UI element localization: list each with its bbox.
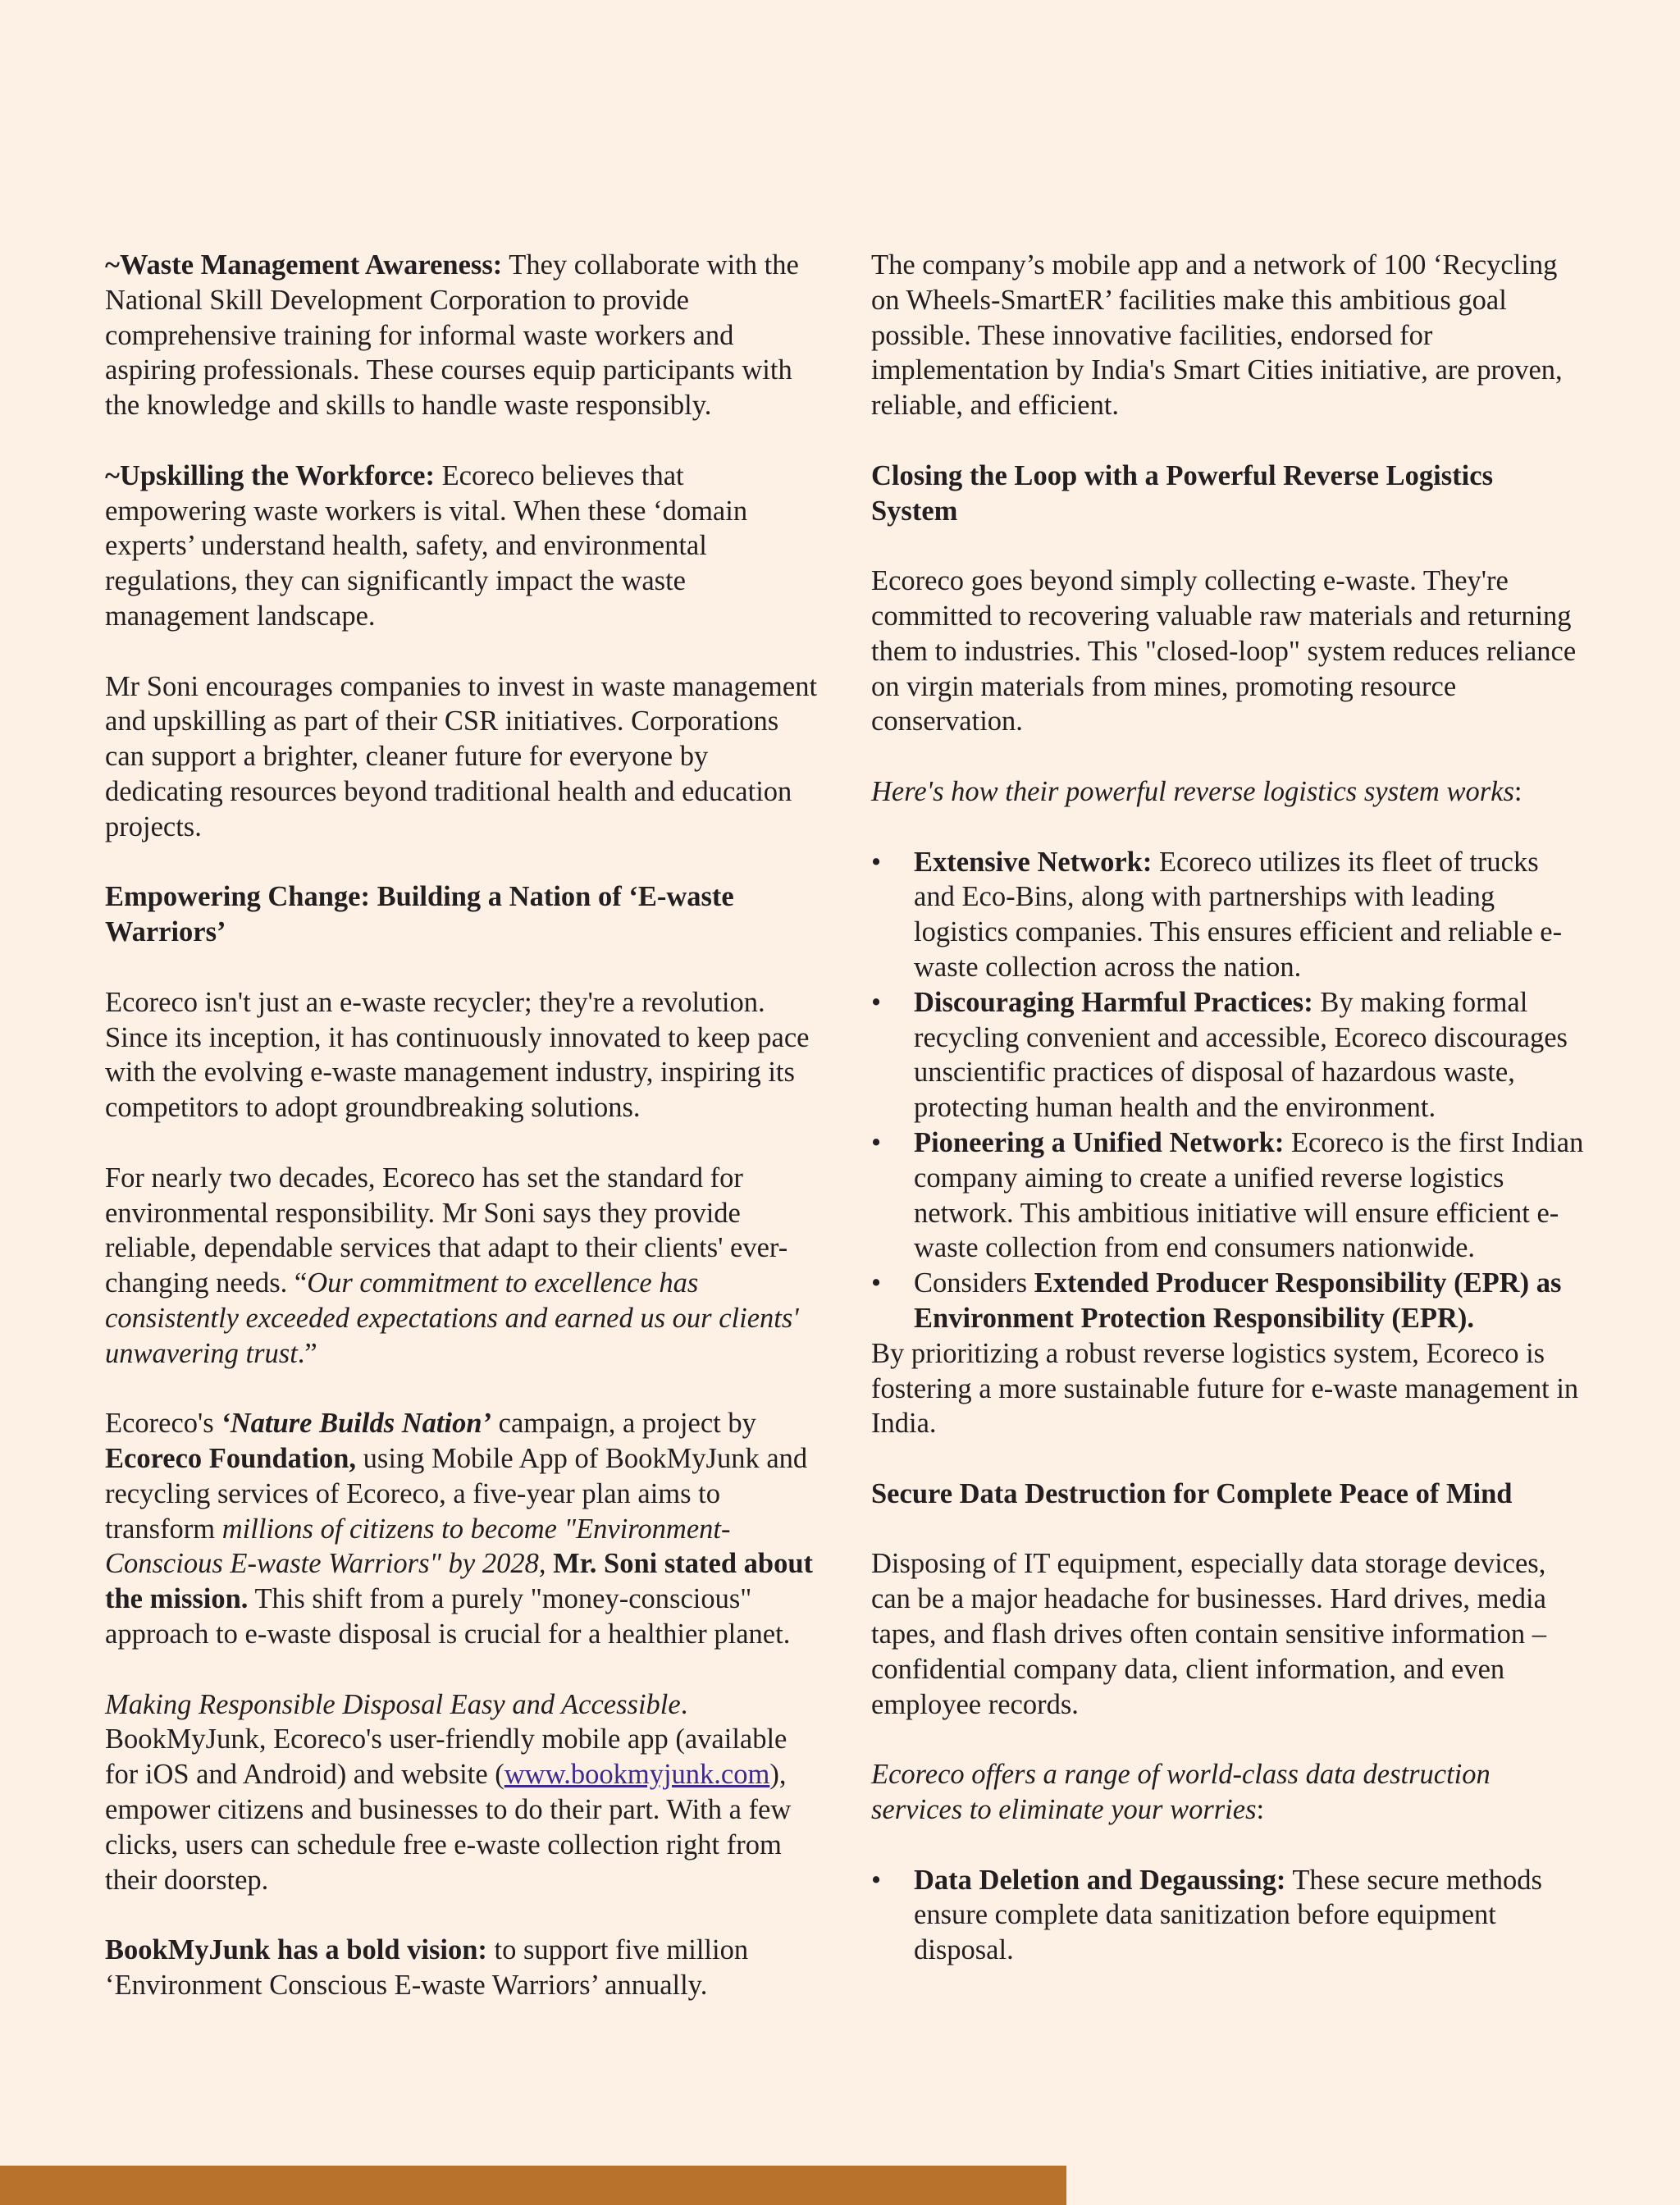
footer-accent-bar [0, 2166, 1066, 2205]
data-destruction-list [871, 1863, 1585, 1968]
paragraph-waste-awareness: ~Waste Management Awareness: They collaborate with the National Skill Development Corporation to provide comprehensive training for informal waste workers and aspiring professionals. These courses equip participants with the knowledge and skills to handle waste responsibly. [105, 249, 799, 422]
list-item: • Data Deletion and Degaussing: These secure methods ensure complete data sanitization before equipment disposal. [871, 1863, 1585, 1968]
paragraph-csr: Mr Soni encourages companies to invest in waste management and upskilling as part of their CSR initiatives. Corporations can support a brighter, cleaner future for everyone by dedicating resources beyond traditional health and education projects. [105, 670, 818, 842]
paragraph-mobile-app-network: The company’s mobile app and a network of 100 ‘Recycling on Wheels-SmartER’ facilities make this ambitious goal possible. These innovative facilities, endorsed for implementation by India's Smart Cities initiative, are proven, reliable, and efficient. [871, 249, 1563, 422]
list-item: • Extensive Network: Ecoreco utilizes its fleet of trucks and Eco-Bins, along with partnerships with leading logistics companies. This ensures efficient and reliable e-waste collection across the nation. [871, 845, 1585, 985]
left-column [105, 248, 819, 2003]
list-item: • Considers Extended Producer Responsibility (EPR) as Environment Protection Responsibility (EPR). [871, 1266, 1585, 1336]
paragraph-easy-disposal-title: Making Responsible Disposal Easy and Accessible. [105, 1688, 688, 1720]
heading-empowering-change: Empowering Change: Building a Nation of ‘E-waste Warriors’ [105, 881, 734, 948]
paragraph-bookmyjunk-app: BookMyJunk, Ecoreco's user-friendly mobile app (available for iOS and Android) and website (www.bookmyjunk.com), empower citizens and businesses to do their part. With a few clicks, users can schedule free e-waste collection right from their doorstep. [105, 1723, 792, 1896]
paragraph-sustainable-future: By prioritizing a robust reverse logistics system, Ecoreco is fostering a more sustainable future for e-waste management in India. [871, 1337, 1579, 1440]
paragraph-revolution: Ecoreco isn't just an e-waste recycler; they're a revolution. Since its inception, it has continuously innovated to keep pace with the evolving e-waste management industry, inspiring its competitors to adopt groundbreaking solutions. [105, 986, 810, 1124]
paragraph-nature-builds-nation: Ecoreco's ‘Nature Builds Nation’ campaign, a project by Ecoreco Foundation, using Mobile App of BookMyJunk and recycling services of Ecoreco, a five-year plan aims to transform millions of citizens to become "Environment-Conscious E-waste Warriors" by 2028, Mr. Soni stated about the mission. This shift from a purely "money-conscious" approach to e-waste disposal is crucial for a healthier planet. [105, 1408, 814, 1650]
list-item: • Discouraging Harmful Practices: By making formal recycling convenient and accessible, Ecoreco discourages unscientific practices of disposal of hazardous waste, protecting human health and the environment. [871, 985, 1585, 1125]
heading-secure-data-destruction: Secure Data Destruction for Complete Peace of Mind [871, 1477, 1513, 1509]
paragraph-closed-loop: Ecoreco goes beyond simply collecting e-waste. They're committed to recovering valuable raw materials and returning them to industries. This "closed-loop" system reduces reliance on virgin materials from mines, promoting resource conservation. [871, 565, 1577, 737]
paragraph-how-it-works: Here's how their powerful reverse logistics system works: [871, 775, 1522, 807]
reverse-logistics-list [871, 845, 1585, 1336]
bookmyjunk-link[interactable]: www.bookmyjunk.com [504, 1759, 770, 1791]
paragraph-two-decades: For nearly two decades, Ecoreco has set the standard for environmental responsibility. Mr Soni says they provide reliable, dependable services that adapt to their clients' ever-changing needs. “Our commitment to excellence has consistently exceeded expectations and earned us our clients' unwavering trust.” [105, 1162, 799, 1369]
paragraph-bold-vision: BookMyJunk has a bold vision: to support five million ‘Environment Conscious E-waste Warriors’ annually. [105, 1934, 749, 2002]
right-column [871, 248, 1585, 1968]
list-item: • Pioneering a Unified Network: Ecoreco is the first Indian company aiming to create a unified reverse logistics network. This ambitious initiative will ensure efficient e-waste collection from end consumers nationwide. [871, 1125, 1585, 1266]
heading-closing-the-loop: Closing the Loop with a Powerful Reverse Logistics System [871, 459, 1493, 527]
paragraph-it-disposal: Disposing of IT equipment, especially data storage devices, can be a major headache for businesses. Hard drives, media tapes, and flash drives often contain sensitive information – confidential company data, client information, and even employee records. [871, 1548, 1546, 1720]
paragraph-upskilling: ~Upskilling the Workforce: Ecoreco believes that empowering waste workers is vital. When these ‘domain experts’ understand health, safety, and environmental regulations, they can significantly impact the waste management landscape. [105, 459, 748, 632]
paragraph-data-destruction-services: Ecoreco offers a range of world-class data destruction services to eliminate your worries: [871, 1759, 1491, 1826]
